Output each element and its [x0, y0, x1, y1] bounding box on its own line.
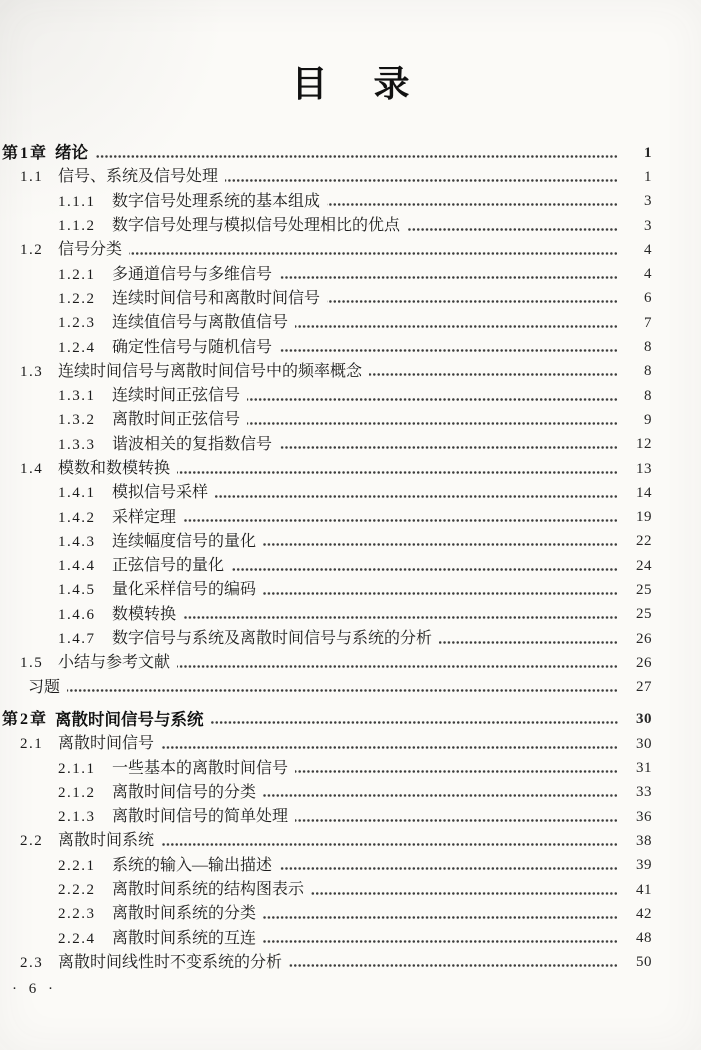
entry-title: 离散时间正弦信号 — [112, 411, 241, 429]
entry-page: 25 — [636, 606, 652, 623]
entry-title: 小结与参考文献 — [58, 654, 171, 672]
entry-title: 离散时间系统的分类 — [112, 905, 257, 923]
leader-dots — [263, 541, 618, 548]
toc-entry — [58, 627, 652, 651]
toc-entry — [58, 603, 652, 627]
entry-number: 2.3 — [20, 954, 44, 971]
entry-title: 数字信号与系统及离散时间信号与系统的分析 — [112, 630, 433, 648]
entry-title: 谐波相关的复指数信号 — [112, 435, 273, 453]
entry-number: 2.1.2 — [58, 784, 96, 801]
entry-number: 1.4.2 — [58, 509, 96, 526]
toc-entry — [20, 165, 652, 189]
entry-title: 信号分类 — [58, 241, 123, 259]
entry-page: 3 — [644, 193, 652, 210]
toc-entry — [58, 481, 652, 505]
entry-page: 26 — [636, 654, 652, 671]
leader-dots — [279, 444, 618, 451]
entry-page: 1 — [644, 144, 652, 161]
entry-number: 2.1.1 — [58, 760, 96, 777]
entry-title: 离散时间信号与系统 — [55, 709, 204, 729]
entry-number: 1.2.4 — [58, 339, 96, 356]
leader-dots — [247, 420, 618, 427]
entry-number: 1.1.1 — [58, 193, 96, 210]
leader-dots — [279, 347, 618, 354]
entry-number: 2.1 — [20, 736, 44, 753]
entry-page: 36 — [636, 808, 652, 825]
toc-entry — [2, 141, 652, 165]
entry-title: 连续幅度信号的量化 — [112, 532, 257, 550]
leader-dots — [161, 744, 618, 751]
page-title — [0, 66, 701, 102]
leader-dots — [369, 371, 618, 378]
page-title-text: 目录 — [291, 64, 456, 104]
toc-entry — [58, 805, 652, 829]
entry-page: 30 — [636, 711, 652, 728]
entry-page: 7 — [644, 314, 652, 331]
entry-title: 多通道信号与多维信号 — [112, 265, 273, 283]
toc-entry — [58, 854, 652, 878]
toc-entry — [20, 457, 652, 481]
entry-title: 确定性信号与随机信号 — [112, 338, 273, 356]
entry-number: 1.2 — [20, 242, 44, 259]
entry-page: 25 — [636, 581, 652, 598]
entry-number: 1.2.3 — [58, 315, 96, 332]
entry-title: 离散时间信号的分类 — [112, 783, 257, 801]
leader-dots — [161, 841, 618, 848]
entry-title: 系统的输入—输出描述 — [112, 856, 273, 874]
leader-dots — [263, 914, 618, 921]
entry-number: 2.2.1 — [58, 857, 96, 874]
entry-page: 8 — [644, 339, 652, 356]
toc-entry — [58, 530, 652, 554]
toc-entry — [20, 651, 652, 675]
entry-number: 2.2.3 — [58, 906, 96, 923]
entry-number: 1.4.4 — [58, 558, 96, 575]
leader-dots — [327, 298, 618, 305]
toc-entry — [58, 878, 652, 902]
toc-entry — [58, 902, 652, 926]
entry-title: 模拟信号采样 — [112, 484, 209, 502]
entry-title: 连续时间正弦信号 — [112, 387, 241, 405]
entry-page: 31 — [636, 760, 652, 777]
leader-dots — [183, 517, 618, 524]
toc-entry — [58, 214, 652, 238]
entry-number: 第1章 — [2, 144, 49, 162]
entry-title: 采样定理 — [112, 508, 177, 526]
toc-entry — [58, 408, 652, 432]
table-of-contents — [2, 141, 652, 975]
leader-dots — [311, 890, 618, 897]
entry-page: 39 — [636, 857, 652, 874]
toc-entry — [58, 578, 652, 602]
entry-number: 1.3.2 — [58, 412, 96, 429]
entry-page: 9 — [644, 411, 652, 428]
entry-number: 1.4.6 — [58, 606, 96, 623]
leader-dots — [177, 469, 618, 476]
entry-number: 1.4.3 — [58, 533, 96, 550]
leader-dots — [95, 153, 618, 160]
leader-dots — [279, 865, 618, 872]
toc-entry — [58, 287, 652, 311]
entry-number: 1.1.2 — [58, 218, 96, 235]
entry-title: 离散时间系统的结构图表示 — [112, 881, 305, 899]
entry-number: 1.1 — [20, 169, 44, 186]
entry-page: 12 — [636, 436, 652, 453]
entry-title: 数字信号处理系统的基本组成 — [112, 192, 321, 210]
leader-dots — [279, 274, 618, 281]
entry-page: 30 — [636, 735, 652, 752]
entry-number: 1.4.5 — [58, 582, 96, 599]
leader-dots — [295, 768, 618, 775]
leader-dots — [295, 817, 618, 824]
entry-title: 正弦信号的量化 — [112, 557, 225, 575]
entry-title: 数字信号处理与模拟信号处理相比的优点 — [112, 217, 401, 235]
entry-page: 8 — [644, 387, 652, 404]
entry-title: 离散时间信号 — [58, 735, 155, 753]
entry-number: 1.2.1 — [58, 266, 96, 283]
entry-number: 1.3.3 — [58, 436, 96, 453]
entry-title: 绪论 — [55, 142, 88, 162]
entry-page: 38 — [636, 832, 652, 849]
leader-dots — [263, 590, 618, 597]
entry-page: 24 — [636, 557, 652, 574]
toc-entry — [20, 829, 652, 853]
leader-dots — [183, 614, 618, 621]
entry-page: 26 — [636, 630, 652, 647]
entry-page: 14 — [636, 484, 652, 501]
toc-entry — [20, 951, 652, 975]
entry-title: 模数和数模转换 — [58, 460, 171, 477]
entry-title: 信号、系统及信号处理 — [58, 168, 219, 186]
entry-page: 1 — [644, 168, 652, 185]
entry-title: 量化采样信号的编码 — [112, 581, 257, 599]
toc-entry — [20, 238, 652, 262]
entry-page: 4 — [644, 241, 652, 258]
entry-title: 习题 — [28, 678, 61, 696]
toc-entry — [58, 190, 652, 214]
entry-page: 41 — [636, 881, 652, 898]
entry-title: 一些基本的离散时间信号 — [112, 759, 289, 777]
toc-entry — [58, 433, 652, 457]
toc-entry — [20, 732, 652, 756]
entry-title: 离散时间系统的互连 — [112, 929, 257, 947]
entry-page: 3 — [644, 217, 652, 234]
entry-number: 1.4 — [20, 461, 44, 477]
entry-number: 2.2.4 — [58, 930, 96, 947]
entry-number: 2.2 — [20, 833, 44, 850]
entry-number: 1.5 — [20, 655, 44, 672]
leader-dots — [211, 719, 619, 726]
entry-page: 48 — [636, 930, 652, 947]
leader-dots — [263, 792, 618, 799]
entry-title: 连续时间信号和离散时间信号 — [112, 289, 321, 307]
leader-dots — [295, 323, 618, 330]
entry-title: 离散时间系统 — [58, 832, 155, 850]
entry-number: 1.4.1 — [58, 485, 96, 502]
toc-entry — [58, 756, 652, 780]
entry-page: 27 — [636, 679, 652, 696]
entry-page: 8 — [644, 363, 652, 380]
leader-dots — [177, 663, 618, 670]
entry-page: 22 — [636, 533, 652, 550]
leader-dots — [327, 201, 618, 208]
toc-entry — [58, 262, 652, 286]
leader-dots — [67, 687, 618, 694]
entry-title: 离散时间信号的简单处理 — [112, 808, 289, 826]
leader-dots — [439, 639, 618, 646]
entry-number: 1.3 — [20, 363, 44, 380]
entry-page: 19 — [636, 509, 652, 526]
toc-entry — [58, 927, 652, 951]
entry-page: 4 — [644, 266, 652, 283]
entry-page: 42 — [636, 905, 652, 922]
entry-title: 连续时间信号与离散时间信号中的频率概念 — [58, 362, 363, 380]
entry-number: 2.1.3 — [58, 809, 96, 826]
toc-entry — [58, 311, 652, 335]
toc-entry — [58, 505, 652, 529]
toc-entry — [28, 676, 652, 700]
entry-title: 离散时间线性时不变系统的分析 — [58, 953, 283, 971]
leader-dots — [289, 962, 618, 969]
entry-title: 数模转换 — [112, 605, 177, 623]
toc-entry — [58, 781, 652, 805]
leader-dots — [231, 566, 618, 573]
page-number-footer: · 6 · — [12, 981, 57, 997]
leader-dots — [247, 396, 618, 403]
leader-dots — [129, 250, 618, 257]
leader-dots — [215, 493, 618, 500]
entry-number: 1.3.1 — [58, 388, 96, 405]
toc-entry — [2, 708, 652, 732]
toc-entry — [58, 384, 652, 408]
leader-dots — [407, 226, 618, 233]
toc-entry — [58, 554, 652, 578]
entry-title: 连续值信号与离散值信号 — [112, 314, 289, 332]
entry-page: 33 — [636, 784, 652, 801]
leader-dots — [263, 938, 618, 945]
entry-number: 1.2.2 — [58, 290, 96, 307]
entry-number: 2.2.2 — [58, 882, 96, 899]
entry-page: 13 — [636, 460, 652, 477]
toc-entry — [20, 360, 652, 384]
toc-entry — [58, 335, 652, 359]
entry-number: 第2章 — [2, 711, 49, 729]
leader-dots — [225, 177, 618, 184]
entry-page: 50 — [636, 954, 652, 971]
entry-number: 1.4.7 — [58, 631, 96, 648]
entry-page: 6 — [644, 290, 652, 307]
